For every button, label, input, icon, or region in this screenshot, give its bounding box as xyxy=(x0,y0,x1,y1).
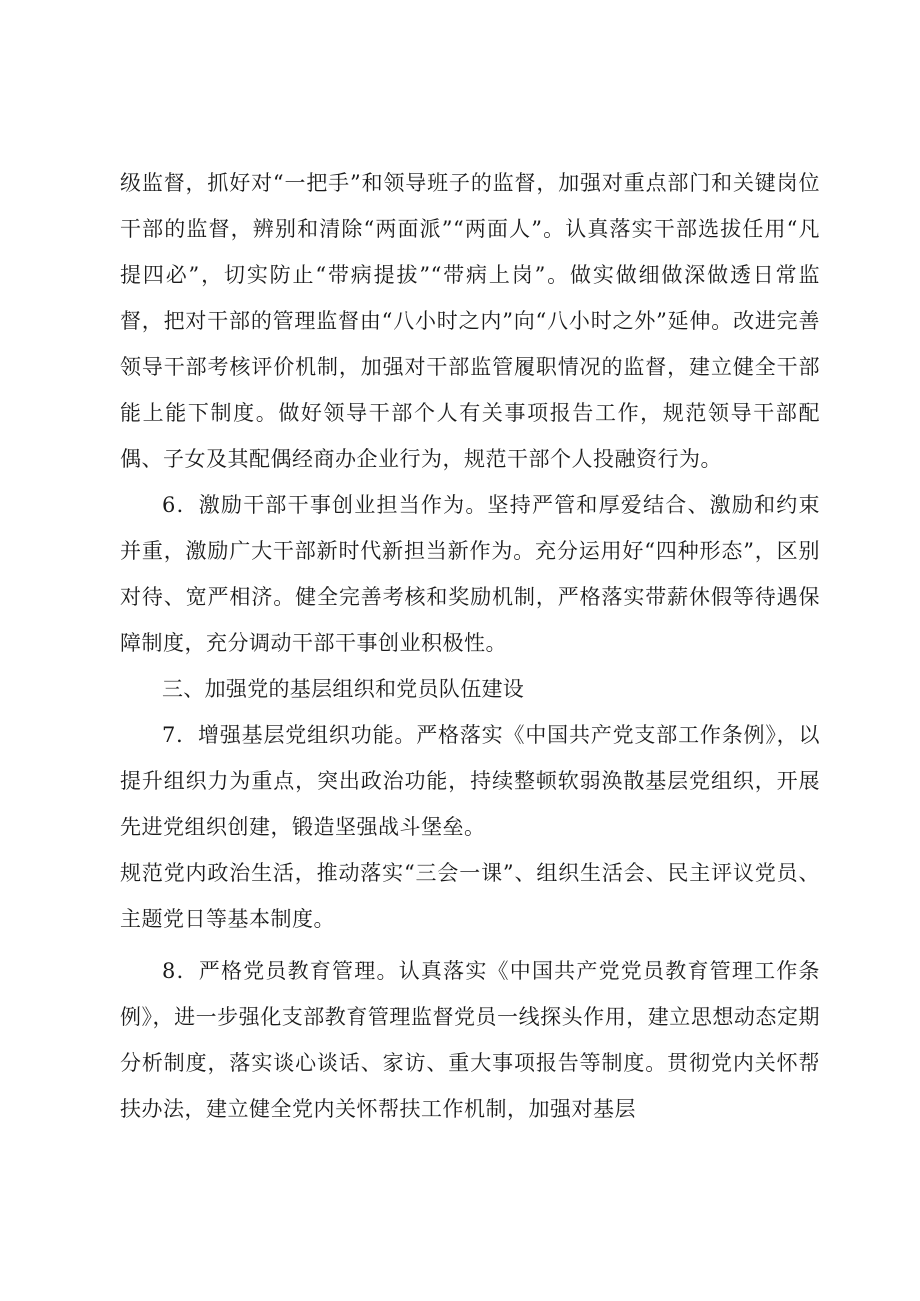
paragraph-continued: 级监督，抓好对“一把手”和领导班子的监督，加强对重点部门和关键岗位干部的监督，辨别和清除“两面派”“两面人”。认真落实干部选拔任用“凡提四必”，切实防止“带病提拔”“带病上岗”。做实做细做深做透日常监督，把对干部的管理监督由“八小时之内”向“八小时之外”延伸。改进完善领导干部考核评价机制，加强对干部监管履职情况的监督，建立健全干部能上能下制度。做好领导干部个人有关事项报告工作，规范领导干部配偶、子女及其配偶经商办企业行为，规范干部个人投融资行为。 xyxy=(120,171,820,471)
paragraph-item-8: 8．严格党员教育管理。认真落实《中国共产党党员教育管理工作条例》，进一步强化支部教育管理监督党员一线探头作用，建立思想动态定期分析制度，落实谈心谈话、家访、重大事项报告等制度。贯彻党内关怀帮扶办法，建立健全党内关怀帮扶工作机制，加强对基层 xyxy=(120,959,820,1121)
paragraph-item-7: 7．增强基层党组织功能。严格落实《中国共产党支部工作条例》，以提升组织力为重点，突出政治功能，持续整顿软弱涣散基层党组织，开展先进党组织创建，锻造坚强战斗堡垒。 xyxy=(120,723,820,839)
document-page xyxy=(120,160,820,1132)
paragraph-party-politics: 规范党内政治生活，推动落实“三会一课”、组织生活会、民主评议党员、主题党日等基本制度。 xyxy=(120,861,820,931)
paragraph-item-6: 6．激励干部干事创业担当作为。坚持严管和厚爱结合、激励和约束并重，激励广大干部新时代新担当新作为。充分运用好“四种形态”，区别对待、宽严相济。健全完善考核和奖励机制，严格落实带薪休假等待遇保障制度，充分调动干部干事创业积极性。 xyxy=(120,493,820,655)
section-heading-3: 三、加强党的基层组织和党员队伍建设 xyxy=(162,677,525,701)
